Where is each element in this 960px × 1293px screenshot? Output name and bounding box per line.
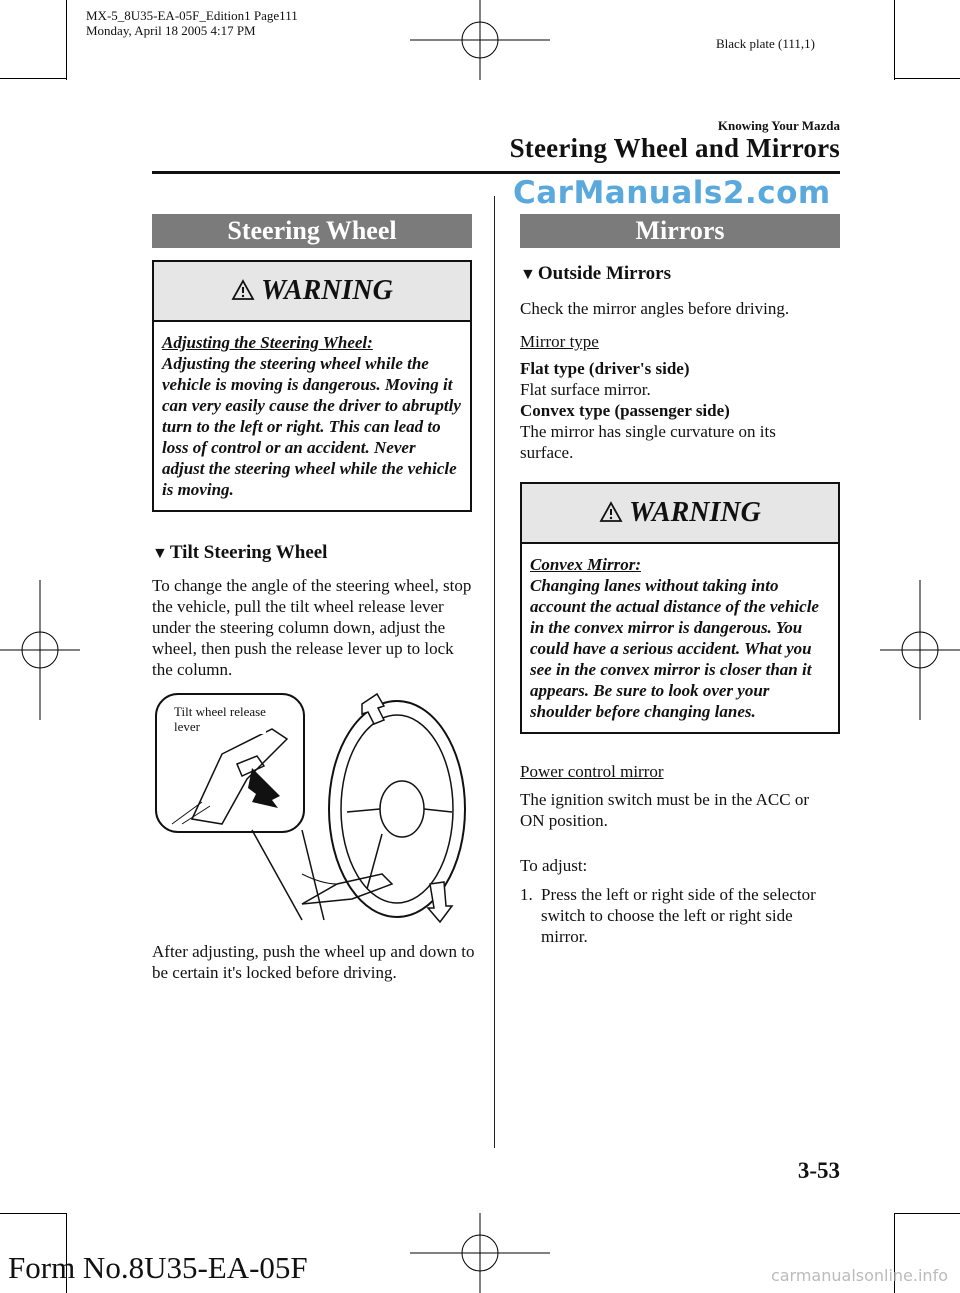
crop-mark [0,78,66,79]
triangle-bullet-icon: ▼ [520,266,536,283]
to-adjust-label: To adjust: [520,856,588,875]
page-title: Steering Wheel and Mirrors [509,133,840,163]
step-1-text: Press the left or right side of the selector switch to choose the left or right side mirror. [541,885,816,946]
registration-mark-bottom [410,1213,550,1293]
warning-title: Convex Mirror: [530,555,641,574]
warning-triangle-icon [231,279,255,301]
print-file-info [86,8,298,38]
figure-label-line2: lever [174,719,200,734]
figure-label-line1: Tilt wheel release [174,704,266,719]
after-adjusting-text: After adjusting, push the wheel up and down to be certain it's locked before driving. [152,942,475,982]
flat-type-desc: Flat surface mirror. [520,380,651,399]
form-number: Form No.8U35-EA-05F [8,1250,308,1285]
step-number: 1. [520,885,533,904]
mirrors-band: Mirrors [520,214,840,248]
section-label: Knowing Your Mazda [717,118,840,133]
mirror-type-label: Mirror type [520,332,599,351]
warning-label: WARNING [629,497,761,528]
registration-mark-top [410,0,550,80]
print-file-line: MX-5_8U35-EA-05F_Edition1 Page111 [86,8,298,23]
tilt-steering-heading [152,542,327,564]
registration-mark-left [0,580,80,720]
column-divider [494,196,495,1148]
mirror-warning-box [520,482,840,734]
warning-title: Adjusting the Steering Wheel: [162,333,373,352]
convex-type-desc: The mirror has single curvature on its surface. [520,422,776,462]
warning-text: Adjusting the steering wheel while the vehicle is moving is dangerous. Moving it can very easily cause the driver to abruptly turn to the left or right. This can lead to loss of control or an accident. Never adjust the steering wheel while the vehicle is moving. [162,354,461,499]
steering-warning-box [152,260,472,512]
warning-header [154,262,470,322]
print-date-line: Monday, April 18 2005 4:17 PM [86,23,256,38]
tilt-instructions: To change the angle of the steering wheel, stop the vehicle, pull the tilt wheel release lever under the steering column down, adjust the wheel, then push the release lever up to lock the column. [152,576,472,679]
watermark-logo: CarManuals2.com [513,175,831,211]
steering-wheel-band: Steering Wheel [152,214,472,248]
crop-mark [894,78,960,79]
warning-body [522,544,838,732]
warning-label: WARNING [261,275,393,306]
page-number: 3-53 [797,1158,840,1183]
registration-mark-right [880,580,960,720]
warning-text: Changing lanes without taking into account the actual distance of the vehicle in the convex mirror is dangerous. You could have a serious accident. What you see in the convex mirror is closer than it appears. Be sure to look over your shoulder before changing lanes. [530,576,819,721]
outside-mirrors-heading [520,263,671,285]
triangle-bullet-icon: ▼ [152,545,168,562]
warning-body [154,322,470,510]
convex-type-title: Convex type (passenger side) [520,401,730,420]
crop-mark [0,1213,66,1214]
crop-mark [66,0,67,80]
warning-triangle-icon [599,501,623,523]
tilt-steering-heading-text: Tilt Steering Wheel [169,542,328,563]
flat-type-title: Flat type (driver's side) [520,359,690,378]
warning-header [522,484,838,544]
steering-wheel-figure [152,684,472,934]
crop-mark [894,0,895,80]
mirror-intro: Check the mirror angles before driving. [520,299,790,318]
figure-label [174,704,266,734]
power-control-label: Power control mirror [520,762,664,781]
header-rule [152,171,840,174]
footer-watermark: carmanualsonline.info [770,1266,948,1285]
crop-mark [894,1213,960,1214]
power-control-desc: The ignition switch must be in the ACC or ON position. [520,790,809,830]
outside-mirrors-heading-text: Outside Mirrors [537,263,672,284]
plate-info: Black plate (111,1) [715,36,815,51]
